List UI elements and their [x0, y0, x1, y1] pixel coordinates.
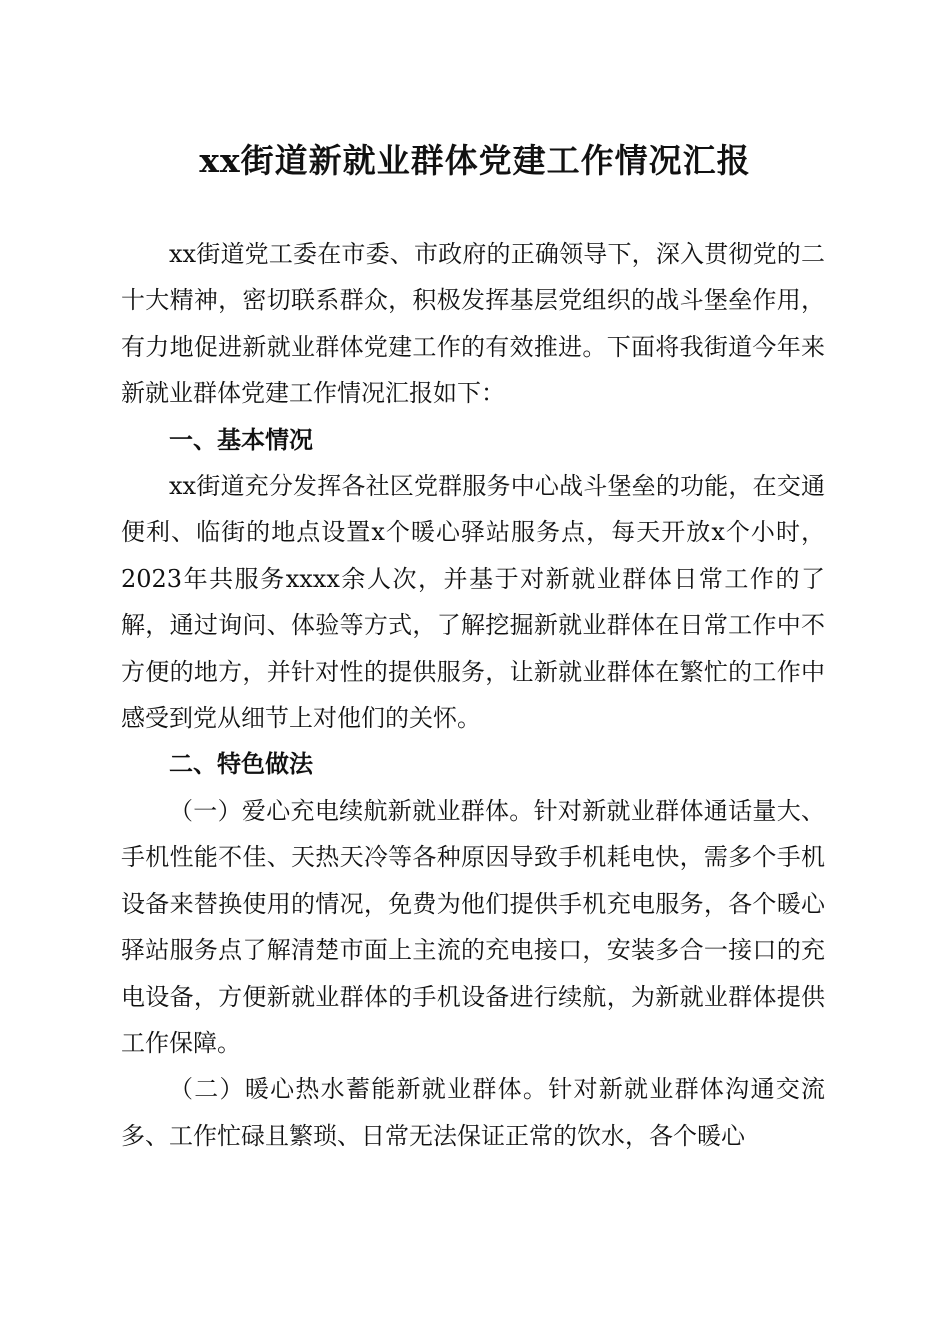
section-heading-features: 二、特色做法 [169, 750, 313, 779]
section-heading-basic: 一、基本情况 [169, 425, 313, 454]
document-body [121, 231, 825, 1159]
feature-item-2-heading: （二）暖心热水蓄能新就业群体。 [169, 1075, 549, 1104]
feature-item-2 [121, 1066, 825, 1159]
document-title: xx街道新就业群体党建工作情况汇报 [199, 141, 751, 180]
feature-item-1 [121, 788, 825, 1066]
feature-item-1-text: 针对新就业群体通话量大、手机性能不佳、天热天冷等各种原因导致手机耗电快，需多个手机设备来替换使用的情况，免费为他们提供手机充电服务，各个暖心驿站服务点了解清楚市面上主流的充电接口，安装多合一接口的充电设备，方便新就业群体的手机设备进行续航，为新就业群体提供工作保障。 [121, 796, 826, 1057]
basic-situation-paragraph: xx街道充分发挥各社区党群服务中心战斗堡垒的功能，在交通便利、临街的地点设置x个暖心驿站服务点，每天开放x个小时，2023年共服务xxxx余人次，并基于对新就业群体日常工作的了解，通过询问、体验等方式，了解挖掘新就业群体在日常工作中不方便的地方，并针对性的提供服务，让新就业群体在繁忙的工作中感受到党从细节上对他们的关怀。 [121, 472, 825, 733]
intro-paragraph: xx街道党工委在市委、市政府的正确领导下，深入贯彻党的二十大精神，密切联系群众，积极发挥基层党组织的战斗堡垒作用，有力地促进新就业群体党建工作的有效推进。下面将我街道今年来新就业群体党建工作情况汇报如下： [121, 240, 825, 408]
feature-item-2-text: 针对新就业群体沟通交流多、工作忙碌且繁琐、日常无法保证正常的饮水，各个暖心 [121, 1075, 826, 1150]
feature-item-1-heading: （一）爱心充电续航新就业群体。 [169, 796, 534, 825]
